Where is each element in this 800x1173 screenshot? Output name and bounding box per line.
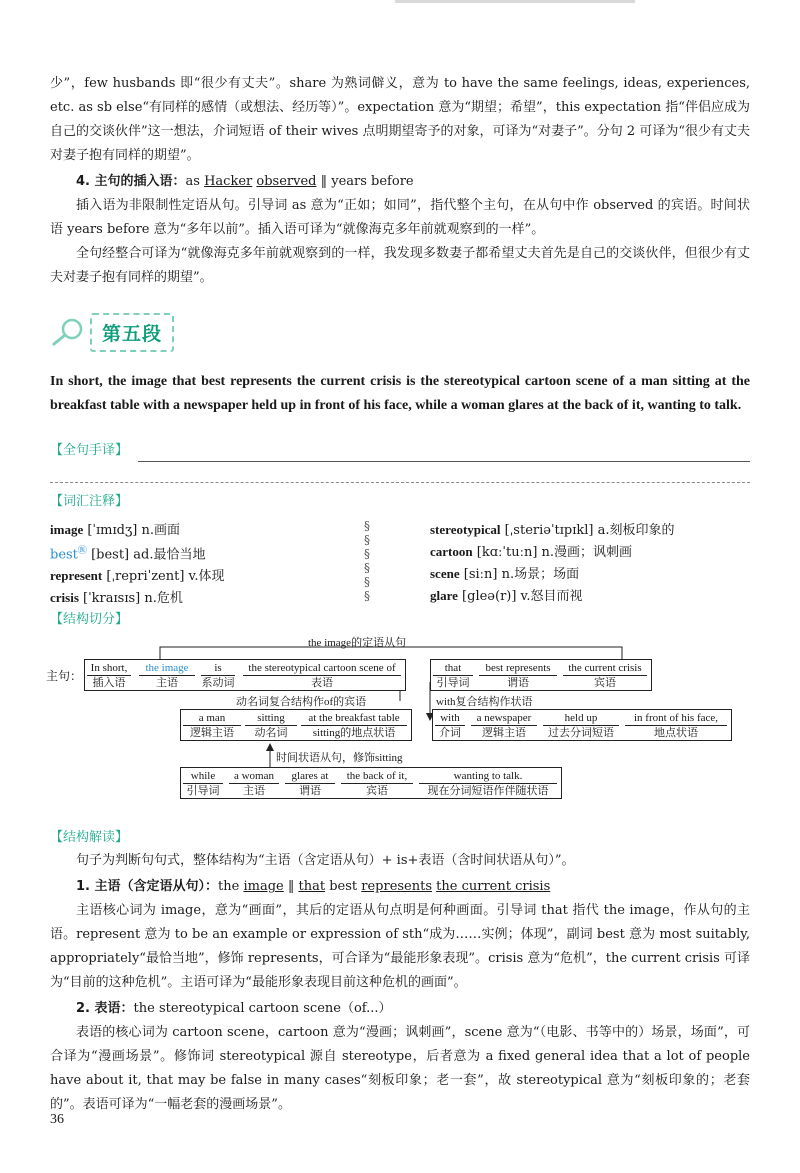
row2-box2 bbox=[432, 709, 732, 741]
seg-current-crisis bbox=[563, 662, 647, 690]
row1-box2 bbox=[430, 659, 652, 691]
analysis-p2: 表语的核心词为 cartoon scene，cartoon 意为“漫画；讽刺画”，scene 意为“（电影、书等中的）场景，场面”，可合译为“漫画场景”。修饰词 stereotypical 源自 stereotype，后者意为 a fixed general idea that a lot of people have about it, that may be false in many cases“刻板印象；老一套”，故 stereotypical 意为“刻板印象的；老套的”。表语可译为“一幅老套的漫画场景”。 bbox=[50, 1025, 750, 1113]
vocab-item bbox=[50, 541, 370, 565]
seg-with bbox=[435, 712, 465, 740]
analysis-label: 【结构解读】 bbox=[50, 830, 129, 846]
seg-role: 宾语 bbox=[341, 783, 413, 798]
seg-role: 逻辑主语 bbox=[183, 725, 241, 740]
item4-heading bbox=[50, 170, 750, 194]
seg-role: 现在分词短语作伴随状语 bbox=[419, 783, 557, 798]
vocab-word: crisis bbox=[50, 590, 79, 606]
seg-role: 引导词 bbox=[433, 675, 473, 690]
vocab-def: [ˈɪmɪdʒ] n.画面 bbox=[83, 523, 181, 538]
structure-diagram bbox=[46, 637, 750, 827]
vocab-word: glare bbox=[430, 588, 458, 603]
seg-text: sitting bbox=[257, 712, 285, 725]
seg-held-up bbox=[543, 712, 619, 740]
page-content bbox=[46, 72, 750, 1117]
seg-text: the stereotypical cartoon scene of bbox=[248, 662, 396, 675]
vocab-def: [gleə(r)] v.怒目而视 bbox=[457, 589, 583, 604]
seg-text: a woman bbox=[233, 770, 274, 783]
seg-back-of-it bbox=[341, 770, 413, 798]
seg-best-represents bbox=[479, 662, 557, 690]
seg-text: the back of it, bbox=[346, 770, 408, 783]
seg-role: 地点状语 bbox=[625, 725, 727, 740]
seg-text: the image bbox=[145, 662, 189, 675]
dashed-divider bbox=[50, 462, 750, 483]
item4-heading-rest-2: ‖ years before bbox=[316, 174, 414, 189]
seg-text: wanting to talk. bbox=[453, 770, 523, 783]
top-decor-line bbox=[395, 0, 635, 3]
analysis-h1-c: best bbox=[325, 879, 362, 895]
analysis-h1 bbox=[50, 875, 750, 899]
seg-role: sitting的地点状语 bbox=[301, 725, 407, 740]
analysis-h1-b: ‖ bbox=[283, 879, 299, 895]
vocab-item bbox=[50, 587, 370, 609]
analysis-h1-bold: 1. 主语（含定语从句）： bbox=[76, 879, 219, 895]
note-with: with复合结构作状语 bbox=[436, 696, 533, 709]
paragraph-continued: 少”，few husbands 即“很少有丈夫”。share 为熟词僻义，意为 to have the same feelings, ideas, experiences, etc. as sb else“有同样的感情（或想法、经历等）”。expectation 意为“期望；希望”，this expectation 指“伴侣应成为自己的交谈伙伴”这一想法，介词短语 of their wives 点明期望寄予的对象，可译为“对妻子”。分句 2 可译为“很少有丈夫对妻子抱有同样的期望”。 bbox=[50, 76, 750, 163]
section-header bbox=[50, 312, 750, 352]
translation-blank[interactable] bbox=[138, 443, 750, 462]
vocab-separator: § § § § § § bbox=[364, 519, 370, 603]
item4-heading-bold: 4. 主句的插入语： bbox=[76, 174, 186, 189]
seg-role: 主语 bbox=[229, 783, 279, 798]
seg-role: 宾语 bbox=[563, 675, 647, 690]
item4-hacker: Hacker bbox=[204, 174, 253, 189]
vocab-label: 【词汇注释】 bbox=[50, 494, 129, 509]
seg-wanting-to-talk bbox=[419, 770, 557, 798]
vocab-def: [best] ad.最恰当地 bbox=[86, 547, 206, 563]
seg-role: 过去分词短语 bbox=[543, 725, 619, 740]
vocab-item bbox=[430, 519, 750, 541]
item4-para1: 插入语为非限制性定语从句。引导词 as 意为“正如；如同”，指代整个主句，在从句中作 observed 的宾语。时间状语 years before 意为“多年以前”。插入语可译为“就像海克多年前就观察到的一样”。 bbox=[50, 198, 750, 237]
vocab-item bbox=[430, 563, 750, 585]
seg-text: a man bbox=[198, 712, 226, 725]
seg-a-woman bbox=[229, 770, 279, 798]
seg-while bbox=[183, 770, 223, 798]
seg-text: in front of his face, bbox=[634, 712, 718, 725]
vocab-mark: ㊩ bbox=[77, 546, 87, 556]
row1-box1 bbox=[84, 659, 406, 691]
note-relative-clause: the image的定语从句 bbox=[308, 637, 407, 650]
translation-row bbox=[50, 436, 750, 462]
analysis-h1-crisis: the current crisis bbox=[436, 879, 551, 895]
seg-is bbox=[201, 662, 235, 690]
seg-role: 系动词 bbox=[201, 677, 235, 690]
seg-role: 介词 bbox=[435, 725, 465, 740]
seg-role: 主语 bbox=[139, 675, 195, 690]
vocab-item bbox=[430, 541, 750, 563]
vocab-word: best bbox=[50, 547, 78, 563]
vocab-word: represent bbox=[50, 568, 103, 584]
seg-text: is bbox=[214, 662, 222, 675]
vocab-word: image bbox=[50, 522, 84, 537]
vocab-def: [ˈkraɪsɪs] n.危机 bbox=[78, 591, 183, 607]
seg-a-man bbox=[183, 712, 241, 740]
seg-glares-at bbox=[285, 770, 335, 798]
note-gerund: 动名词复合结构作of的宾语 bbox=[236, 696, 367, 709]
seg-text: the current crisis bbox=[568, 662, 642, 675]
magnifier-icon bbox=[50, 317, 86, 347]
item4-observed: observed bbox=[256, 174, 317, 189]
seg-text: at the breakfast table bbox=[308, 712, 400, 725]
english-sentence: In short, the image that best represents the current crisis is the stereotypical cartoon scene of a man sitting at the breakfast table with a newspaper held up in front of his face, while a woman glares at the back of it, wanting to talk. bbox=[50, 374, 750, 413]
seg-in-short bbox=[87, 662, 131, 690]
seg-text: best represents bbox=[485, 662, 551, 675]
seg-in-front-of-face bbox=[625, 712, 727, 740]
analysis-p1: 主语核心词为 image，意为“画面”，其后的定语从句点明是何种画面。引导词 that 指代 the image，作从句的主语。represent 意为 to be an example or expression of sth“成为……实例；体现”，副词 best 意为 most suitably, appropriately“最恰当地”，修饰 represents，可合译为“最能形象表现”。crisis 意为“危机”，the current crisis 可译为“目前的这种危机”。主语可译为“最能形象表现目前这种危机的画面”。 bbox=[50, 903, 750, 991]
main-clause-label: 主句： bbox=[46, 669, 83, 684]
seg-role: 逻辑主语 bbox=[471, 725, 537, 740]
seg-role: 引导词 bbox=[183, 783, 223, 798]
seg-text: a newspaper bbox=[476, 712, 532, 725]
vocab-col-right bbox=[370, 519, 750, 609]
analysis-h2 bbox=[50, 997, 750, 1021]
seg-text: while bbox=[190, 770, 216, 783]
analysis-h1-a: the bbox=[218, 879, 244, 895]
vocab-col-left bbox=[50, 519, 370, 609]
seg-role: 表语 bbox=[243, 675, 401, 690]
page-number: 36 bbox=[50, 1112, 64, 1127]
vocab-item bbox=[50, 565, 370, 587]
seg-text: held up bbox=[564, 712, 598, 725]
seg-text: glares at bbox=[291, 770, 329, 783]
vocab-list bbox=[50, 519, 750, 609]
vocab-item bbox=[430, 585, 750, 607]
seg-cartoon-scene bbox=[243, 662, 401, 690]
analysis-h2-bold: 2. 表语： bbox=[76, 1001, 134, 1017]
vocab-def: [ˌrepriˈzent] v.体现 bbox=[102, 569, 225, 585]
seg-the-image bbox=[139, 662, 195, 690]
item4-heading-rest-1: as bbox=[185, 174, 205, 189]
seg-role: 谓语 bbox=[479, 675, 557, 690]
vocab-word: cartoon bbox=[430, 544, 473, 559]
seg-role: 插入语 bbox=[87, 675, 131, 690]
structure-label: 【结构切分】 bbox=[50, 612, 129, 628]
analysis-intro: 句子为判断句句式，整体结构为“主语（含定语从句）+ is+表语（含时间状语从句）”。 bbox=[76, 853, 575, 869]
vocab-word: stereotypical bbox=[430, 522, 501, 537]
vocab-def: [siːn] n.场景；场面 bbox=[459, 567, 580, 582]
seg-text: In short, bbox=[90, 662, 128, 675]
seg-that bbox=[433, 662, 473, 690]
translation-label: 【全句手译】 bbox=[50, 443, 129, 458]
vocab-def: [ˌsteriəˈtɪpɪkl] a.刻板印象的 bbox=[500, 523, 675, 538]
analysis-h2-rest: the stereotypical cartoon scene（of...） bbox=[133, 1001, 392, 1017]
note-time-clause: 时间状语从句，修饰sitting bbox=[276, 752, 403, 765]
seg-role: 谓语 bbox=[285, 783, 335, 798]
vocab-item bbox=[50, 519, 370, 541]
seg-sitting bbox=[245, 712, 297, 740]
seg-text: that bbox=[444, 662, 462, 675]
seg-breakfast-table bbox=[301, 712, 407, 740]
row3-box bbox=[180, 767, 562, 799]
item4-para2: 全句经整合可译为“就像海克多年前就观察到的一样，我发现多数妻子都希望丈夫首先是自己的交谈伙伴，但很少有丈夫对妻子抱有同样的期望”。 bbox=[50, 246, 750, 285]
vocab-def: [kɑːˈtuːn] n.漫画；讽刺画 bbox=[472, 545, 633, 560]
vocab-word: scene bbox=[430, 566, 460, 581]
section-title: 第五段 bbox=[90, 313, 174, 352]
analysis-h1-represents: represents bbox=[361, 879, 433, 895]
seg-a-newspaper bbox=[471, 712, 537, 740]
seg-role: 动名词 bbox=[245, 725, 297, 740]
seg-text: with bbox=[440, 712, 460, 725]
analysis-h1-image: image bbox=[243, 879, 284, 895]
analysis-h1-that: that bbox=[298, 879, 326, 895]
row2-box1 bbox=[180, 709, 412, 741]
